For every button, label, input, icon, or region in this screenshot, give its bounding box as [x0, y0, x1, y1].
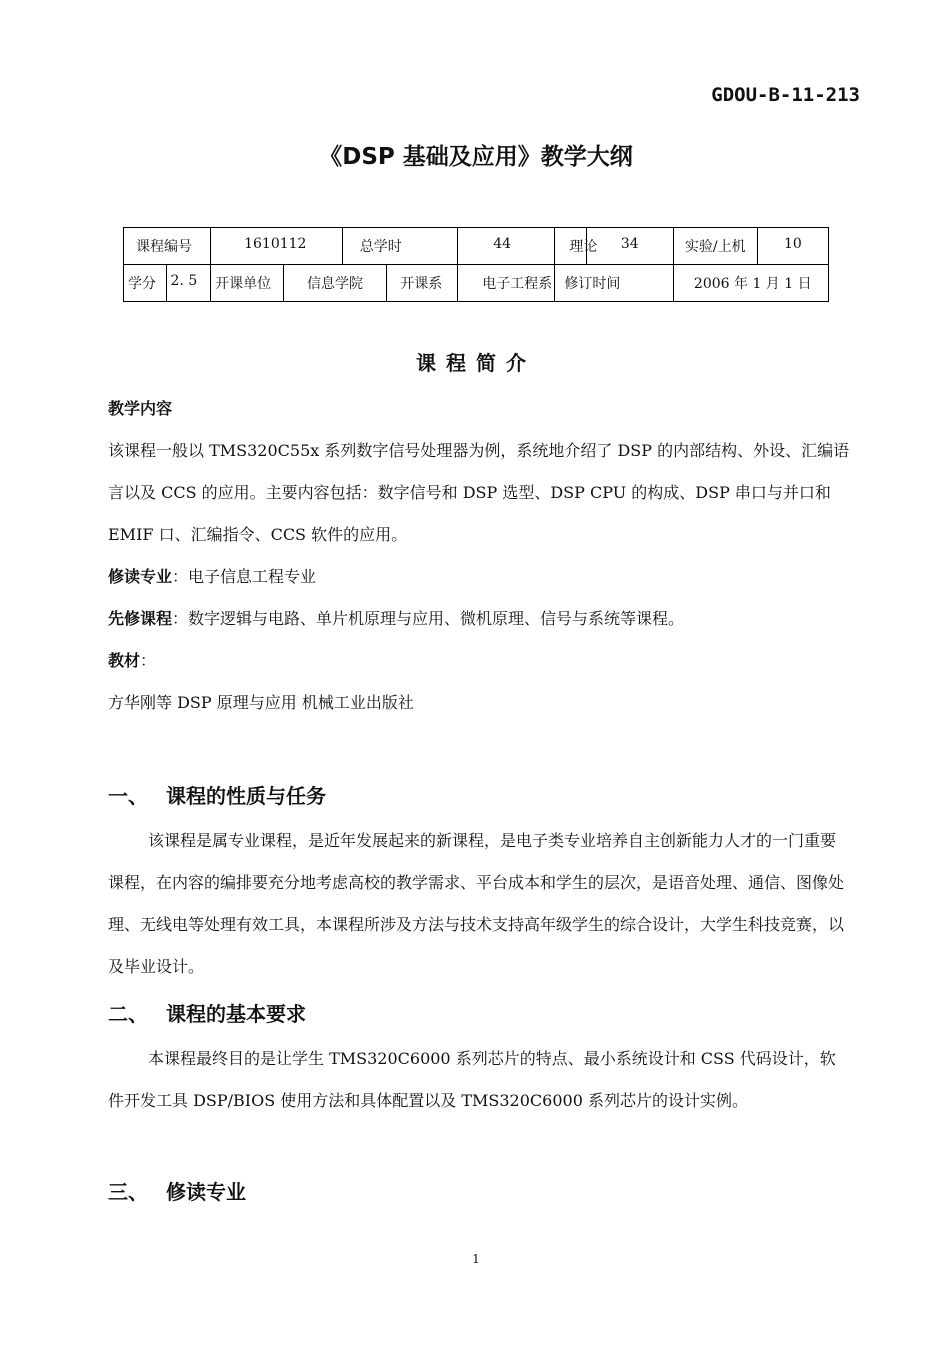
section-title: 课程的性质与任务: [166, 784, 326, 808]
major-line: 修读专业：电子信息工程专业: [108, 567, 317, 586]
credit-cell: [166, 265, 211, 302]
section-text: 本课程最终目的是让学生 TMS320C6000 系列芯片的特点、最小系统设计和 CSS 代码设计，软件开发工具 DSP/BIOS 使用方法和具体配置以及 TMS320C6000 系列芯片的设计实例。: [108, 1049, 836, 1110]
total-hours-value: 44: [493, 236, 512, 252]
credit-label-cell: [124, 265, 167, 302]
dept-value: 电子工程系: [482, 276, 553, 292]
document-code: GDOU-B-11-213: [711, 84, 860, 106]
total-hours-label-cell: [342, 228, 457, 265]
theory-label: 理论: [569, 239, 598, 255]
page-title: 《DSP 基础及应用》教学大纲: [319, 144, 633, 170]
course-no-value: 1610112: [244, 236, 307, 252]
section-heading: [108, 998, 306, 1027]
lab-label-cell: [673, 228, 757, 265]
unit-label-cell: [211, 265, 284, 302]
dept-label: 开课系: [400, 276, 443, 292]
prereq-value: 数字逻辑与电路、单片机原理与应用、微机原理、信号与系统等课程。: [188, 609, 685, 628]
content-text: 该课程一般以 TMS320C55x 系列数字信号处理器为例，系统地介绍了 DSP 的内部结构、外设、汇编语言以及 CCS 的应用。主要内容包括：数字信号和 DSP 选型、DSP CPU 的构成、DSP 串口与并口和 EMIF 口、汇编指令、CCS 软件的应用。: [108, 441, 850, 544]
section-title: 课程的基本要求: [166, 1002, 306, 1026]
unit-value: 信息学院: [307, 276, 364, 292]
theory-label-cell: [555, 228, 598, 265]
revised-label-cell: [555, 265, 674, 302]
section-number: 三、: [108, 1180, 148, 1204]
course-no-label-cell: [124, 228, 211, 265]
prereq-label: 先修课程: [108, 609, 173, 628]
revised-label: 修订时间: [564, 276, 621, 292]
revised-cell: [673, 265, 828, 302]
section-heading: [108, 1176, 246, 1205]
credit-value: 2. 5: [170, 273, 198, 289]
textbook-line: 教材：: [108, 651, 157, 670]
total-hours-cell: [458, 228, 555, 265]
section-text: 该课程是属专业课程，是近年发展起来的新课程，是电子类专业培养自主创新能力人才的一门重要课程，在内容的编排要充分地考虑高校的教学需求、平台成本和学生的层次，是语音处理、通信、图像处理、无线电等处理有效工具，本课程所涉及方法与技术支持高年级学生的综合设计，大学生科技竞赛，以及毕业设计。: [108, 831, 845, 976]
credit-label: 学分: [128, 276, 156, 292]
content-label: 教学内容: [108, 399, 173, 418]
section-number: 二、: [108, 1002, 148, 1026]
total-hours-label: 总学时: [359, 239, 402, 255]
course-no-cell: [211, 228, 343, 265]
lab-value: 10: [783, 236, 802, 252]
lab-label: 实验/上机: [684, 239, 746, 255]
section-number: 一、: [108, 784, 148, 808]
theory-value: 34: [620, 236, 639, 252]
course-info-table: [123, 227, 829, 302]
theory-cell: [586, 228, 673, 265]
prereq-line: 先修课程：数字逻辑与电路、单片机原理与应用、微机原理、信号与系统等课程。: [108, 609, 685, 628]
intro-heading: 课程简介: [416, 351, 536, 375]
major-label: 修读专业: [108, 567, 173, 586]
course-no-label: 课程编号: [136, 239, 192, 255]
lab-cell: [757, 228, 828, 265]
page-number: 1: [472, 1252, 480, 1266]
major-value: 电子信息工程专业: [188, 567, 317, 586]
section-heading: [108, 780, 326, 809]
unit-label: 开课单位: [215, 276, 272, 292]
revised-value: 2006 年 1 月 1 日: [693, 276, 812, 292]
dept-cell: [458, 265, 555, 302]
section-title: 修读专业: [166, 1180, 246, 1204]
textbook-text: 方华刚等 DSP 原理与应用 机械工业出版社: [108, 693, 414, 712]
textbook-label: 教材: [108, 651, 141, 670]
unit-cell: [284, 265, 387, 302]
dept-label-cell: [387, 265, 458, 302]
